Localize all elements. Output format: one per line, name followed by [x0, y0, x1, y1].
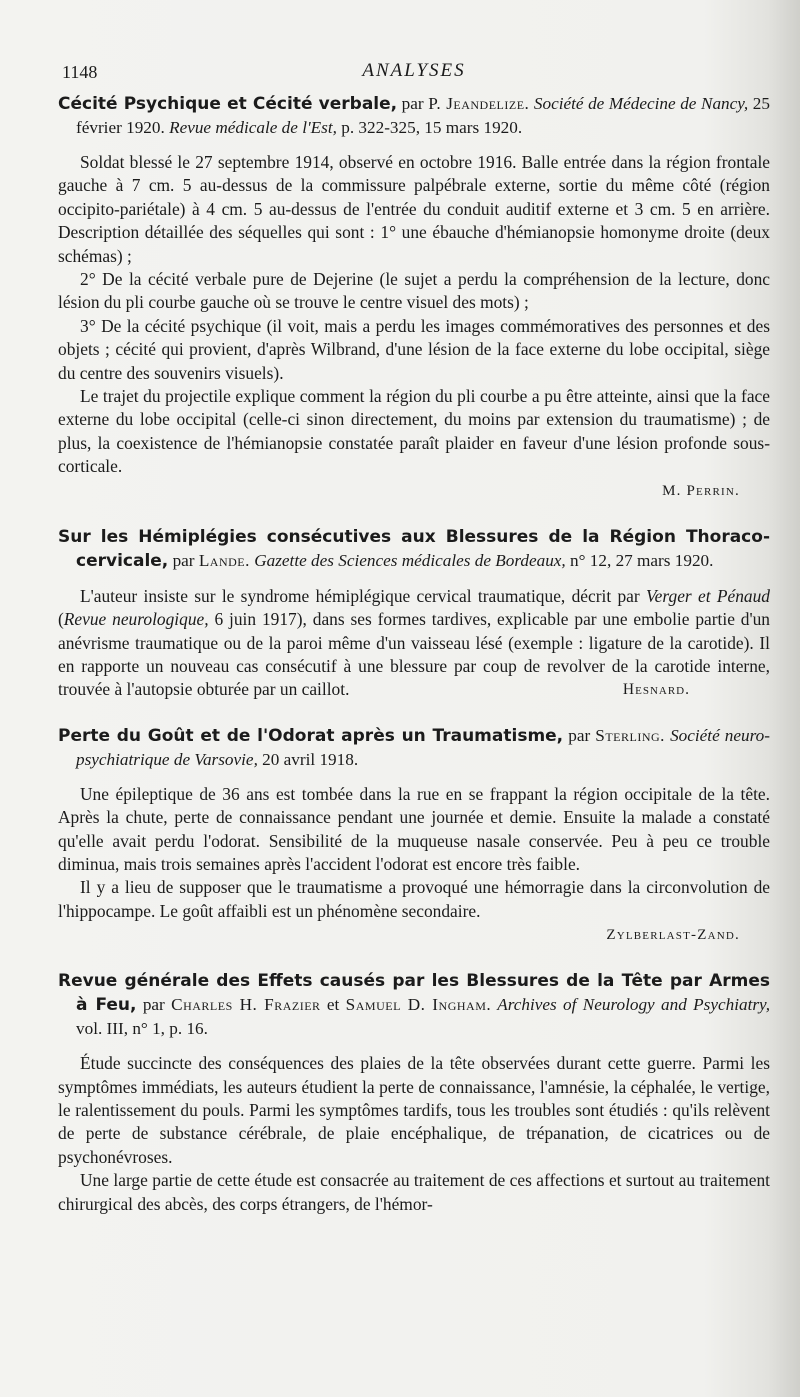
article-3-paragraph-1: Une épileptique de 36 ans est tombée dans la rue en se frappant la région occipitale de la tête. Après la chute, perte de connaissance pendant une journée et demie. Ensuite la malade a constaté qu'elle avait perdu l'odorat. Sensibilité de la muqueuse nasale conservée. Peu à peu ce trouble diminua, mais trois semaines après l'accident l'odorat est encore très faible. [58, 783, 770, 874]
article-2-text-b: ( [58, 609, 64, 630]
article-1-paragraph-1: Soldat blessé le 27 septembre 1914, observé en octobre 1916. Balle entrée dans la région frontale gauche à 7 cm. 5 au-dessus de la commissure palpébrale externe, sortie du même côté (région occipito-pariétale) à 4 cm. 5 au-dessus de l'entrée du conduit auditif externe et 3 cm. 5 en arrière. Description détaillée des séquelles qui sont : 1° une ébauche d'hémianopsie homonyme droite (deux schémas) ; [58, 152, 770, 266]
article-3 [58, 724, 770, 947]
article-2-title: Sur les Hémiplégies consécutives aux Blessures de la Région Thoraco-cervicale, [58, 526, 770, 571]
article-3-author: Sterling. [595, 725, 665, 745]
article-3-by: par [563, 725, 596, 745]
article-1-signature: M. Perrin. [662, 482, 740, 499]
article-1-title: Cécité Psychique et Cécité verbale, [58, 94, 398, 114]
article-1-journal: Revue médicale de l'Est, [164, 118, 337, 137]
article-3-source-date: 20 avril 1918. [257, 749, 359, 769]
page-number: 1148 [62, 62, 98, 82]
article-2-signature: Hesnard. [622, 681, 690, 699]
article-4 [58, 969, 770, 1216]
article-3-heading [58, 724, 770, 771]
article-2-author: Lande. [198, 550, 250, 570]
article-4-by: par [136, 995, 172, 1015]
article-4-title: Revue générale des Effets causés par les Blessures de la Tête par Armes à Feu, [58, 971, 770, 1016]
article-3-paragraph-2: Il y a lieu de supposer que le traumatisme a provoqué une hémorragie dans la circonvolution de l'hippocampe. Le goût affaibli est un phénomène secondaire. [58, 877, 770, 921]
article-4-heading [58, 969, 770, 1040]
article-2-by: par [168, 550, 199, 570]
article-2-source-date: n° 12, 27 mars 1920. [565, 550, 714, 570]
article-2 [58, 525, 770, 702]
article-2-cited-authors: Verger et Pénaud [645, 585, 770, 606]
article-3-signature: Zylberlast-Zand. [606, 927, 740, 944]
article-4-paragraph-2: Une large partie de cette étude est consacrée au traitement de ces affections et surtout au traitement chirurgical des abcès, des corps étrangers, de l'hémor- [58, 1170, 770, 1214]
article-4-source: Archives of Neurology and Psychiatry, [491, 995, 771, 1015]
article-3-source: Société neuro-psychiatrique de Varsovie, [76, 725, 770, 769]
article-2-text-a: L'auteur insiste sur le syndrome hémiplégique cervical traumatique, décrit par [80, 585, 646, 606]
article-1-heading [58, 92, 770, 139]
page-header [58, 58, 770, 88]
article-1-paragraph-2: 2° De la cécité verbale pure de Dejerine (le sujet a perdu la compréhension de la lecture, donc lésion du pli courbe gauche où se trouve le centre visuel des mots) ; [58, 269, 770, 313]
article-2-heading [58, 525, 770, 573]
article-1-author: P. Jeandelize. [428, 94, 530, 113]
article-1 [58, 92, 770, 503]
article-2-text-c: 6 juin 1917), dans ses formes tardives, explicable par une embolie partie d'un anévrisme traumatique ou de la paroi même d'un vaisseau lésé (exemple : ligature de la carotide). Il en rapporte un nouveau cas consécutif à une blessure par coup de revolver de la carotide interne, trouvée à l'autopsie obturée par un caillot. [58, 609, 771, 700]
article-1-source-date: 25 février 1920. [76, 94, 770, 137]
article-2-source: Gazette des Sciences médicales de Bordeaux, [249, 550, 566, 570]
article-4-source-ref: vol. III, n° 1, p. 16. [76, 1019, 208, 1039]
article-2-paragraph-1 [58, 585, 770, 702]
article-4-author-2: Samuel D. Ingham. [345, 995, 492, 1015]
article-4-author-1: Charles H. Frazier [171, 995, 321, 1015]
article-1-source: Société de Médecine de Nancy, [529, 94, 749, 113]
running-head: ANALYSES [362, 60, 466, 81]
article-1-by: par [397, 94, 429, 113]
article-1-journal-ref: p. 322-325, 15 mars 1920. [336, 118, 523, 137]
article-2-cited-journal: Revue neurologique, [63, 609, 209, 630]
article-4-paragraph-1: Étude succincte des conséquences des plaies de la tête observées durant cette guerre. Parmi les symptômes immédiats, les auteurs étudient la perte de connaissance, l'amnésie, la céphalée, le vertige, le ralentissement du pouls. Parmi les symptômes tardifs, tous les troubles sont étudiés : qu'ils relèvent de perte de substance cérébrale, de plaie encéphalique, de trépanation, de cicatrices ou de psychonévroses. [58, 1053, 770, 1167]
article-1-paragraph-3: 3° De la cécité psychique (il voit, mais a perdu les images commémoratives des personnes et des objets ; cécité qui provient, d'après Wilbrand, d'une lésion de la face externe du lobe occipital, siège du centre des souvenirs visuels). [58, 315, 770, 383]
article-3-title: Perte du Goût et de l'Odorat après un Traumatisme, [58, 725, 564, 746]
article-4-and: et [320, 995, 346, 1015]
article-1-paragraph-4: Le trajet du projectile explique comment la région du pli courbe a pu être atteinte, ainsi que la face externe du lobe occipital (celle-ci sinon directement, du moins par extension du traumatisme) ; de plus, la coexistence de l'hémianopsie constatée paraît plaider en faveur d'une lésion profonde sous-corticale. [58, 386, 770, 477]
